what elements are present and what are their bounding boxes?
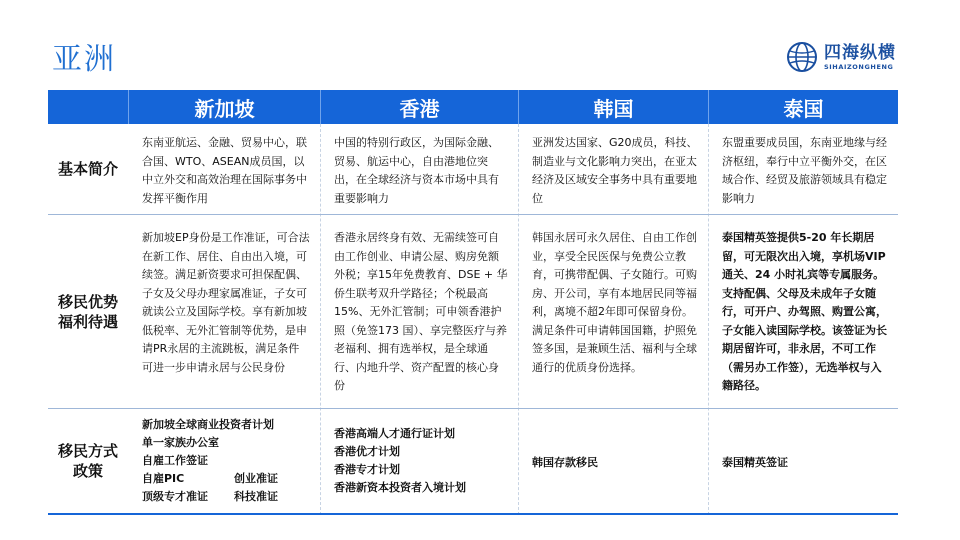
cell-intro-singapore: 东南亚航运、金融、贸易中心，联合国、WTO、ASEAN成员国，以中立外交和高效治理在国际事务中发挥平衡作用 — [142, 136, 307, 205]
policy-item: 香港优才计划 — [334, 445, 400, 458]
column-divider — [320, 124, 321, 515]
cell-policy-hongkong — [334, 425, 514, 497]
column-divider — [518, 124, 519, 515]
globe-logo-icon — [786, 41, 818, 73]
policy-item: 单一家族办公室 — [142, 436, 219, 449]
cell-policy-thailand — [722, 454, 890, 472]
column-header-thailand: 泰国 — [708, 90, 898, 124]
table-bottom-border — [48, 513, 898, 515]
policy-item: 香港高端人才通行证计划 — [334, 427, 455, 440]
row-label-benefits — [48, 215, 128, 408]
company-logo — [786, 38, 916, 76]
cell-intro-hongkong: 中国的特别行政区，为国际金融、贸易、航运中心，自由港地位突出，在全球经济与资本市场中具有重要影响力 — [334, 136, 499, 205]
policy-item: 自雇PIC — [142, 472, 185, 485]
row-divider — [48, 214, 898, 215]
column-header-singapore: 新加坡 — [128, 90, 320, 124]
cell-benefits-singapore: 新加坡EP身份是工作准证，可合法在新工作、居住、自由出入境，可续签。满足新资要求可担保配偶、子女及父母办理家属准证，子女可就读公立及国际学校。享有新加坡低税率、无外汇管制等优势，是申请PR永居的主流跳板，满足条件可进一步申请永居与公民身份 — [142, 231, 310, 374]
policy-item: 香港新资本投资者入境计划 — [334, 481, 466, 494]
policy-item: 新加坡全球商业投资者计划 — [142, 418, 274, 431]
cell-policy-korea — [532, 454, 698, 472]
policy-item: 韩国存款移民 — [532, 456, 598, 469]
comparison-table — [48, 90, 898, 515]
row-label-basic-intro: 基本简介 — [57, 160, 118, 178]
policy-item-pair — [142, 488, 317, 506]
row-label-policy — [48, 409, 128, 513]
cell-benefits-korea: 韩国永居可永久居住、自由工作创业，享受全民医保与免费公立教育，可携带配偶、子女随行。可购房、开公司，享有本地居民同等福利，离境不超2年即可保留身份。满足条件可申请韩国国籍，护照免签多国，是兼顾生活、福利与全球通行的优质身份选择。 — [532, 231, 697, 374]
policy-item: 香港专才计划 — [334, 463, 400, 476]
logo-name-cn: 四海纵横 — [824, 42, 896, 63]
cell-policy-singapore — [142, 416, 317, 506]
row-label-policy-text: 移民方式政策 — [57, 442, 118, 480]
page-title: 亚洲 — [52, 42, 116, 77]
cell-intro-thailand: 东盟重要成员国，东南亚地缘与经济枢纽，奉行中立平衡外交，在区域合作、经贸及旅游领域具有稳定影响力 — [722, 136, 887, 205]
column-header-korea: 韩国 — [518, 90, 708, 124]
policy-item: 科技准证 — [234, 490, 278, 503]
logo-name-en: SIHAIZONGHENG — [824, 62, 894, 71]
cell-benefits-hongkong: 香港永居终身有效、无需续签可自由工作创业、申请公屋、购房免额外税；享15年免费教育、DSE + 华侨生联考双升学路径；个税最高15%、无外汇管制；可申领香港护照（免签173 国）、享完整医疗与养老福利、拥有选举权，是全球通行、内地升学、资产配置的核心身份 — [334, 231, 508, 392]
policy-item-pair — [142, 470, 317, 488]
policy-item: 自雇工作签证 — [142, 454, 208, 467]
cell-benefits-thailand: 泰国精英签提供5-20 年长期居留，可无限次出入境，享机场VIP 通关、24 小时礼宾等专属服务。支持配偶、父母及未成年子女随行，可开户、办驾照、购置公寓，子女能入读国际学校。该签证为长期居留许可，非永居，不可工作（需另办工作签），无选举权与入籍路径。 — [722, 231, 887, 392]
policy-item: 创业准证 — [234, 472, 278, 485]
policy-item: 顶级专才准证 — [142, 490, 208, 503]
column-header-hongkong: 香港 — [320, 90, 518, 124]
policy-item: 泰国精英签证 — [722, 456, 788, 469]
row-divider — [48, 408, 898, 409]
column-divider — [708, 124, 709, 515]
row-label-benefits-text: 移民优势福利待遇 — [57, 292, 118, 331]
header-corner — [48, 90, 128, 124]
cell-intro-korea: 亚洲发达国家、G20成员，科技、制造业与文化影响力突出，在亚太经济及区域安全事务中具有重要地位 — [532, 136, 698, 205]
